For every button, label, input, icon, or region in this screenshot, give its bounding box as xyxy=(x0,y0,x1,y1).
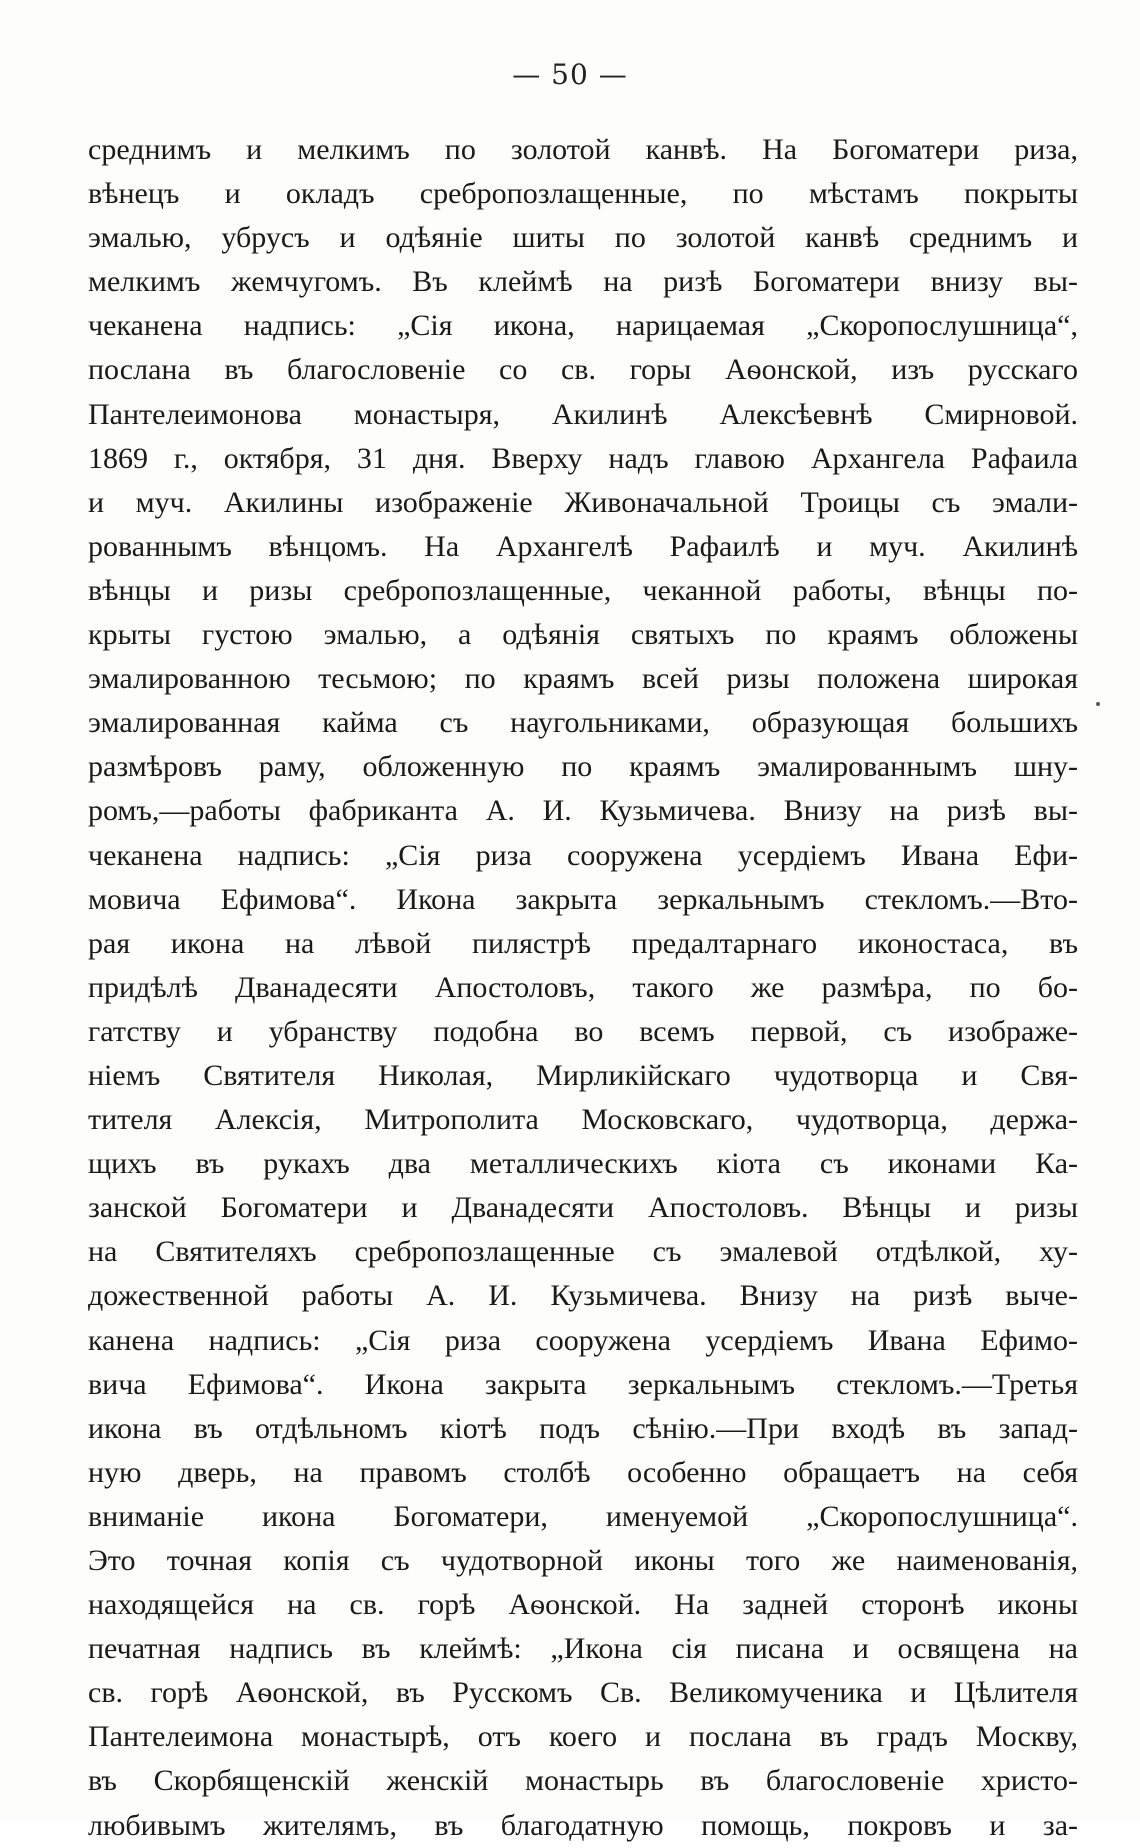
text-line: Пантелеимонова монастыря, Акилинѣ Алексѣевнѣ Смирновой. xyxy=(88,397,1078,431)
text-line: гатству и убранству подобна во всемъ первой, съ изображе- xyxy=(88,1014,1078,1048)
text-line: Это точная копія съ чудотворной иконы того же наименованія, xyxy=(88,1544,1078,1577)
scan-speck xyxy=(1096,702,1100,706)
text-line: св. горѣ Аѳонской, въ Русскомъ Св. Великомученика и Цѣлителя xyxy=(88,1676,1078,1710)
text-line: въ Скорбященскій женскій монастырь въ благословеніе христо- xyxy=(88,1764,1078,1798)
text-line: среднимъ и мелкимъ по золотой канвѣ. На Богоматери риза, xyxy=(88,133,1078,166)
text-line: Пантелеимона монастырѣ, отъ коего и послана въ градъ Москву, xyxy=(88,1720,1078,1754)
text-line: вѣнецъ и окладъ сребропозлащенные, по мѣстамъ покрыты xyxy=(88,177,1078,211)
page-number: — 50 — xyxy=(512,58,628,91)
text-line: печатная надпись въ клеймѣ: „Икона сія писана и освящена на xyxy=(88,1632,1078,1666)
text-line: мовича Ефимова“. Икона закрыта зеркальнымъ стекломъ.—Вто- xyxy=(88,882,1078,916)
text-line: находящейся на св. горѣ Аѳонской. На задней сторонѣ иконы xyxy=(88,1588,1078,1622)
text-line: вича Ефимова“. Икона закрыта зеркальнымъ стекломъ.—Третья xyxy=(88,1367,1078,1401)
text-line: 1869 г., октября, 31 дня. Вверху надъ главою Архангела Рафаила xyxy=(88,441,1078,475)
text-line: эмалью, убрусъ и одѣяніе шиты по золотой канвѣ среднимъ и xyxy=(88,221,1078,255)
text-line: щихъ въ рукахъ два металлическихъ кіота съ иконами Ка- xyxy=(88,1147,1078,1181)
text-line: любивымъ жителямъ, въ благодатную помощь, покровъ и за- xyxy=(88,1808,1078,1842)
body-text xyxy=(88,128,1078,1848)
text-line: придѣлѣ Дванадесяти Апостоловъ, такого же размѣра, по бо- xyxy=(88,970,1078,1004)
text-line: вниманіе икона Богоматери, именуемой „Скоропослушница“. xyxy=(88,1499,1078,1533)
text-line: ніемъ Святителя Николая, Мирликійскаго чудотворца и Свя- xyxy=(88,1058,1078,1092)
text-line: чеканена надпись: „Сія риза сооружена усердіемъ Ивана Ефи- xyxy=(88,838,1078,872)
text-line: размѣровъ раму, обложенную по краямъ эмалированнымъ шну- xyxy=(88,750,1078,784)
text-line: эмалированная кайма съ наугольниками, образующая большихъ xyxy=(88,706,1078,740)
text-line: вѣнцы и ризы сребропозлащенные, чеканной работы, вѣнцы по- xyxy=(88,573,1078,607)
text-line: эмалированною тесьмою; по краямъ всей ризы положена широкая xyxy=(88,662,1078,696)
text-line: ную дверь, на правомъ столбѣ особенно обращаетъ на себя xyxy=(88,1455,1078,1489)
text-line: и муч. Акилины изображеніе Живоначальной Троицы съ эмали- xyxy=(88,485,1078,519)
text-line: мелкимъ жемчугомъ. Въ клеймѣ на ризѣ Богоматери внизу вы- xyxy=(88,265,1078,299)
text-line: послана въ благословеніе со св. горы Аѳонской, изъ русскаго xyxy=(88,353,1078,387)
text-line: икона въ отдѣльномъ кіотѣ подъ сѣнію.—При входѣ въ запад- xyxy=(88,1411,1078,1445)
text-line: дожественной работы А. И. Кузьмичева. Внизу на ризѣ выче- xyxy=(88,1279,1078,1313)
text-line: ромъ,—работы фабриканта А. И. Кузьмичева. Внизу на ризѣ вы- xyxy=(88,794,1078,828)
text-line: чеканена надпись: „Сія икона, нарицаемая „Скоропослушница“, xyxy=(88,309,1078,343)
text-line: крыты густою эмалью, а одѣянія святыхъ по краямъ обложены xyxy=(88,618,1078,652)
text-line: тителя Алексія, Митрополита Московскаго, чудотворца, держа- xyxy=(88,1103,1078,1137)
text-line: рая икона на лѣвой пилястрѣ предалтарнаго иконостаса, въ xyxy=(88,926,1078,960)
text-line: на Святителяхъ сребропозлащенные съ эмалевой отдѣлкой, ху- xyxy=(88,1235,1078,1269)
text-line: занской Богоматери и Дванадесяти Апостоловъ. Вѣнцы и ризы xyxy=(88,1191,1078,1225)
text-line: рованнымъ вѣнцомъ. На Архангелѣ Рафаилѣ и муч. Акилинѣ xyxy=(88,529,1078,563)
text-line: канена надпись: „Сія риза сооружена усердіемъ Ивана Ефимо- xyxy=(88,1323,1078,1357)
